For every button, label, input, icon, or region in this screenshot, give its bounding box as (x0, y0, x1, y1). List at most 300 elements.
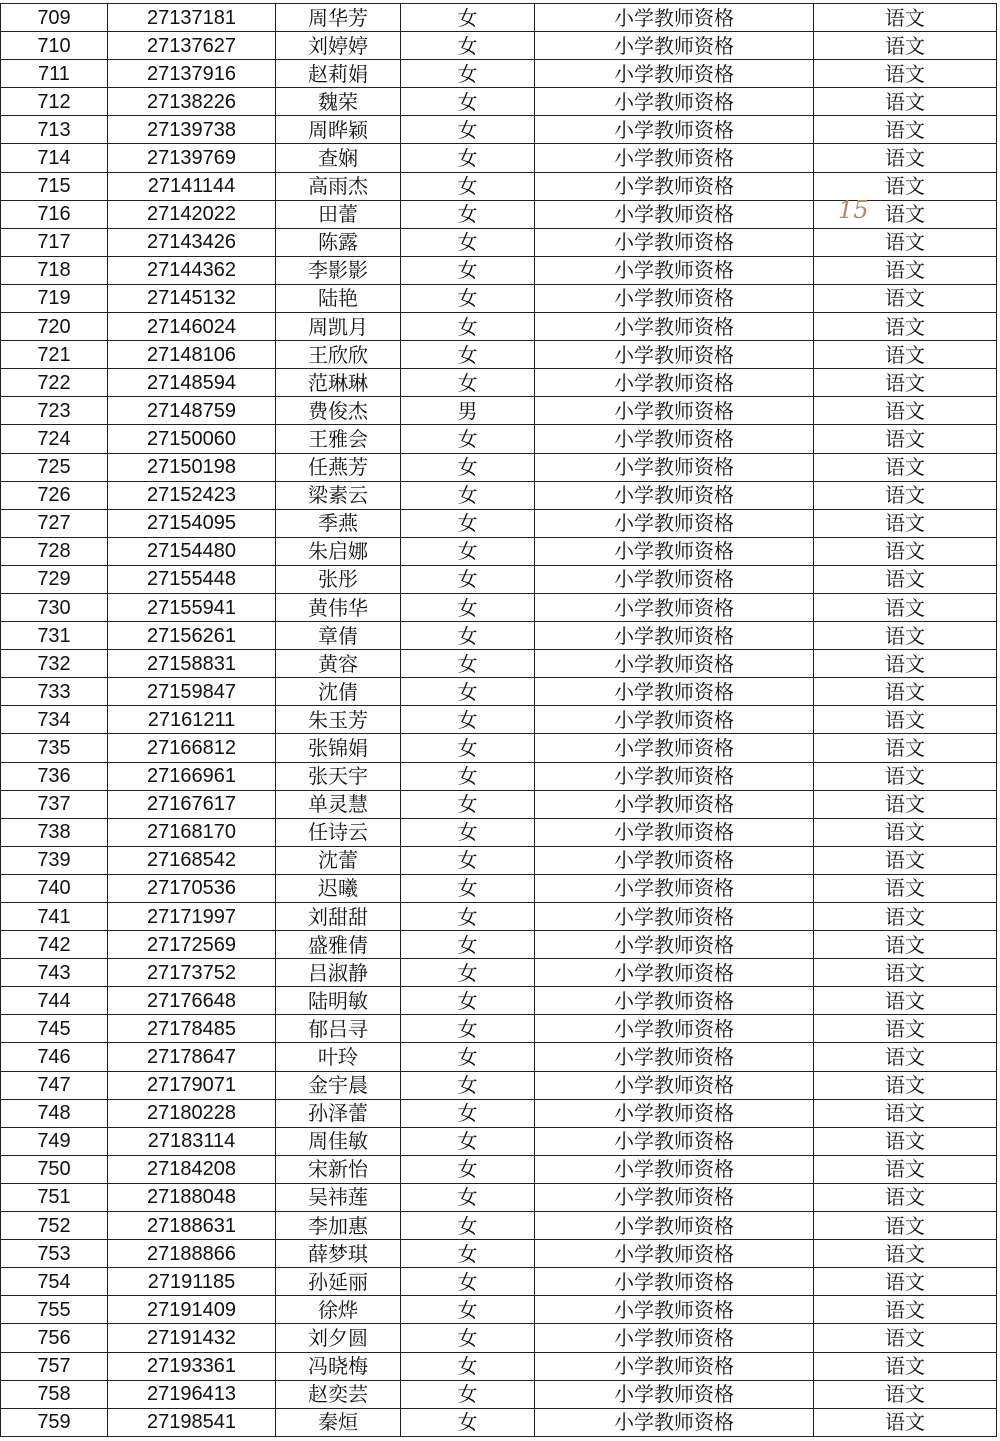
cell-index: 757 (1, 1352, 108, 1380)
cell-name: 魏荣 (276, 88, 401, 116)
cell-qualification: 小学教师资格 (535, 88, 814, 116)
table-row (1, 60, 997, 88)
cell-index: 733 (1, 678, 108, 706)
cell-qualification: 小学教师资格 (535, 622, 814, 650)
cell-candidate-id: 27154095 (108, 509, 276, 537)
cell-qualification: 小学教师资格 (535, 650, 814, 678)
cell-qualification: 小学教师资格 (535, 565, 814, 593)
cell-index: 713 (1, 116, 108, 144)
cell-name: 王雅会 (276, 425, 401, 453)
cell-index: 723 (1, 397, 108, 425)
cell-subject: 语文 (814, 1127, 997, 1155)
cell-name: 查娴 (276, 144, 401, 172)
cell-gender: 女 (401, 1408, 535, 1436)
cell-candidate-id: 27145132 (108, 284, 276, 312)
cell-index: 726 (1, 481, 108, 509)
table-row (1, 762, 997, 790)
table-row (1, 537, 997, 565)
table-row (1, 88, 997, 116)
table-row (1, 1212, 997, 1240)
cell-subject: 语文 (814, 1352, 997, 1380)
cell-index: 747 (1, 1071, 108, 1099)
table-row (1, 1380, 997, 1408)
cell-qualification: 小学教师资格 (535, 1408, 814, 1436)
cell-gender: 女 (401, 1127, 535, 1155)
cell-index: 716 (1, 200, 108, 228)
cell-gender: 女 (401, 1099, 535, 1127)
table-row (1, 1155, 997, 1183)
cell-name: 王欣欣 (276, 341, 401, 369)
cell-name: 任诗云 (276, 818, 401, 846)
cell-gender: 女 (401, 32, 535, 60)
table-row (1, 32, 997, 60)
cell-candidate-id: 27183114 (108, 1127, 276, 1155)
table-row (1, 650, 997, 678)
cell-qualification: 小学教师资格 (535, 1155, 814, 1183)
cell-gender: 女 (401, 481, 535, 509)
cell-name: 吴祎莲 (276, 1183, 401, 1211)
cell-name: 张锦娟 (276, 734, 401, 762)
cell-gender: 女 (401, 790, 535, 818)
cell-qualification: 小学教师资格 (535, 874, 814, 902)
cell-subject: 语文 (814, 509, 997, 537)
cell-gender: 女 (401, 200, 535, 228)
cell-subject: 语文 (814, 4, 997, 32)
cell-index: 742 (1, 931, 108, 959)
cell-name: 张天宇 (276, 762, 401, 790)
cell-candidate-id: 27150198 (108, 453, 276, 481)
cell-qualification: 小学教师资格 (535, 734, 814, 762)
cell-name: 朱启娜 (276, 537, 401, 565)
cell-name: 张彤 (276, 565, 401, 593)
cell-index: 752 (1, 1212, 108, 1240)
cell-subject: 语文 (814, 60, 997, 88)
cell-gender: 女 (401, 4, 535, 32)
cell-gender: 女 (401, 172, 535, 200)
table-row (1, 1127, 997, 1155)
cell-gender: 女 (401, 593, 535, 621)
cell-qualification: 小学教师资格 (535, 256, 814, 284)
table-row (1, 1408, 997, 1436)
cell-subject: 语文 (814, 565, 997, 593)
cell-subject: 语文 (814, 678, 997, 706)
cell-gender: 女 (401, 1380, 535, 1408)
cell-subject: 语文 (814, 1296, 997, 1324)
table-row (1, 593, 997, 621)
cell-qualification: 小学教师资格 (535, 818, 814, 846)
cell-subject: 语文 (814, 200, 997, 228)
cell-index: 738 (1, 818, 108, 846)
cell-name: 宋新怡 (276, 1155, 401, 1183)
cell-qualification: 小学教师资格 (535, 1183, 814, 1211)
cell-candidate-id: 27168170 (108, 818, 276, 846)
cell-candidate-id: 27180228 (108, 1099, 276, 1127)
cell-gender: 女 (401, 622, 535, 650)
cell-qualification: 小学教师资格 (535, 1127, 814, 1155)
table-row (1, 1268, 997, 1296)
table-row (1, 144, 997, 172)
cell-name: 季燕 (276, 509, 401, 537)
table-row (1, 228, 997, 256)
cell-subject: 语文 (814, 453, 997, 481)
cell-name: 单灵慧 (276, 790, 401, 818)
cell-gender: 女 (401, 987, 535, 1015)
cell-qualification: 小学教师资格 (535, 32, 814, 60)
cell-name: 周佳敏 (276, 1127, 401, 1155)
cell-index: 727 (1, 509, 108, 537)
cell-qualification: 小学教师资格 (535, 453, 814, 481)
roster-table (0, 3, 997, 1437)
cell-gender: 女 (401, 706, 535, 734)
cell-name: 陆明敏 (276, 987, 401, 1015)
cell-name: 黄伟华 (276, 593, 401, 621)
cell-subject: 语文 (814, 397, 997, 425)
cell-index: 753 (1, 1240, 108, 1268)
cell-candidate-id: 27148594 (108, 369, 276, 397)
cell-index: 735 (1, 734, 108, 762)
cell-candidate-id: 27138226 (108, 88, 276, 116)
cell-gender: 女 (401, 425, 535, 453)
cell-qualification: 小学教师资格 (535, 790, 814, 818)
cell-name: 金宇晨 (276, 1071, 401, 1099)
cell-candidate-id: 27191185 (108, 1268, 276, 1296)
table-row (1, 1071, 997, 1099)
table-row (1, 369, 997, 397)
cell-candidate-id: 27152423 (108, 481, 276, 509)
cell-index: 711 (1, 60, 108, 88)
cell-qualification: 小学教师资格 (535, 144, 814, 172)
cell-index: 737 (1, 790, 108, 818)
page-number-mark: 15 (838, 196, 869, 224)
cell-qualification: 小学教师资格 (535, 1212, 814, 1240)
cell-name: 陆艳 (276, 284, 401, 312)
cell-candidate-id: 27171997 (108, 903, 276, 931)
table-row (1, 931, 997, 959)
cell-name: 徐烨 (276, 1296, 401, 1324)
cell-qualification: 小学教师资格 (535, 200, 814, 228)
cell-subject: 语文 (814, 987, 997, 1015)
cell-qualification: 小学教师资格 (535, 1380, 814, 1408)
table-row (1, 509, 997, 537)
cell-subject: 语文 (814, 1099, 997, 1127)
cell-name: 郁吕寻 (276, 1015, 401, 1043)
cell-gender: 女 (401, 256, 535, 284)
cell-subject: 语文 (814, 903, 997, 931)
table-row (1, 734, 997, 762)
cell-index: 749 (1, 1127, 108, 1155)
cell-candidate-id: 27188631 (108, 1212, 276, 1240)
cell-candidate-id: 27146024 (108, 313, 276, 341)
cell-name: 盛雅倩 (276, 931, 401, 959)
cell-candidate-id: 27150060 (108, 425, 276, 453)
table-row (1, 987, 997, 1015)
table-row (1, 846, 997, 874)
cell-name: 薛梦琪 (276, 1240, 401, 1268)
cell-candidate-id: 27188866 (108, 1240, 276, 1268)
cell-index: 714 (1, 144, 108, 172)
cell-qualification: 小学教师资格 (535, 509, 814, 537)
cell-subject: 语文 (814, 284, 997, 312)
cell-index: 732 (1, 650, 108, 678)
cell-gender: 女 (401, 88, 535, 116)
cell-subject: 语文 (814, 341, 997, 369)
cell-index: 745 (1, 1015, 108, 1043)
cell-gender: 男 (401, 397, 535, 425)
cell-gender: 女 (401, 537, 535, 565)
cell-candidate-id: 27139738 (108, 116, 276, 144)
table-row (1, 172, 997, 200)
cell-qualification: 小学教师资格 (535, 1043, 814, 1071)
table-row (1, 397, 997, 425)
cell-name: 刘甜甜 (276, 903, 401, 931)
cell-index: 754 (1, 1268, 108, 1296)
cell-gender: 女 (401, 846, 535, 874)
cell-subject: 语文 (814, 959, 997, 987)
cell-index: 758 (1, 1380, 108, 1408)
cell-subject: 语文 (814, 1324, 997, 1352)
cell-name: 叶玲 (276, 1043, 401, 1071)
cell-subject: 语文 (814, 1212, 997, 1240)
cell-name: 孙延丽 (276, 1268, 401, 1296)
cell-qualification: 小学教师资格 (535, 397, 814, 425)
cell-index: 759 (1, 1408, 108, 1436)
cell-index: 743 (1, 959, 108, 987)
cell-name: 周晔颖 (276, 116, 401, 144)
cell-gender: 女 (401, 1324, 535, 1352)
cell-gender: 女 (401, 1240, 535, 1268)
cell-candidate-id: 27155941 (108, 593, 276, 621)
cell-index: 744 (1, 987, 108, 1015)
cell-candidate-id: 27178485 (108, 1015, 276, 1043)
cell-name: 孙泽蕾 (276, 1099, 401, 1127)
table-row (1, 341, 997, 369)
cell-candidate-id: 27144362 (108, 256, 276, 284)
cell-gender: 女 (401, 959, 535, 987)
cell-qualification: 小学教师资格 (535, 1015, 814, 1043)
cell-subject: 语文 (814, 1015, 997, 1043)
cell-subject: 语文 (814, 1240, 997, 1268)
cell-gender: 女 (401, 116, 535, 144)
table-row (1, 1324, 997, 1352)
table-row (1, 1240, 997, 1268)
cell-qualification: 小学教师资格 (535, 959, 814, 987)
table-row (1, 565, 997, 593)
cell-subject: 语文 (814, 1268, 997, 1296)
cell-candidate-id: 27170536 (108, 874, 276, 902)
roster-table-body (1, 4, 997, 1437)
cell-index: 722 (1, 369, 108, 397)
cell-name: 高雨杰 (276, 172, 401, 200)
table-row (1, 425, 997, 453)
cell-subject: 语文 (814, 172, 997, 200)
cell-index: 734 (1, 706, 108, 734)
cell-qualification: 小学教师资格 (535, 1324, 814, 1352)
cell-candidate-id: 27191409 (108, 1296, 276, 1324)
cell-name: 陈露 (276, 228, 401, 256)
cell-subject: 语文 (814, 706, 997, 734)
cell-gender: 女 (401, 762, 535, 790)
cell-candidate-id: 27159847 (108, 678, 276, 706)
cell-name: 费俊杰 (276, 397, 401, 425)
cell-name: 沈蕾 (276, 846, 401, 874)
cell-qualification: 小学教师资格 (535, 593, 814, 621)
table-row (1, 200, 997, 228)
cell-subject: 语文 (814, 650, 997, 678)
cell-gender: 女 (401, 453, 535, 481)
cell-gender: 女 (401, 1155, 535, 1183)
cell-subject: 语文 (814, 1183, 997, 1211)
cell-qualification: 小学教师资格 (535, 846, 814, 874)
cell-name: 赵莉娟 (276, 60, 401, 88)
cell-qualification: 小学教师资格 (535, 369, 814, 397)
cell-candidate-id: 27176648 (108, 987, 276, 1015)
table-row (1, 116, 997, 144)
cell-index: 731 (1, 622, 108, 650)
table-row (1, 453, 997, 481)
cell-index: 717 (1, 228, 108, 256)
cell-candidate-id: 27178647 (108, 1043, 276, 1071)
cell-candidate-id: 27139769 (108, 144, 276, 172)
cell-gender: 女 (401, 1183, 535, 1211)
table-row (1, 706, 997, 734)
cell-gender: 女 (401, 369, 535, 397)
cell-index: 720 (1, 313, 108, 341)
cell-name: 任燕芳 (276, 453, 401, 481)
cell-name: 章倩 (276, 622, 401, 650)
cell-name: 沈倩 (276, 678, 401, 706)
cell-name: 田蕾 (276, 200, 401, 228)
cell-index: 751 (1, 1183, 108, 1211)
cell-subject: 语文 (814, 874, 997, 902)
cell-candidate-id: 27184208 (108, 1155, 276, 1183)
table-row (1, 622, 997, 650)
cell-name: 刘夕圆 (276, 1324, 401, 1352)
cell-qualification: 小学教师资格 (535, 903, 814, 931)
cell-qualification: 小学教师资格 (535, 1352, 814, 1380)
cell-index: 719 (1, 284, 108, 312)
cell-qualification: 小学教师资格 (535, 284, 814, 312)
cell-candidate-id: 27191432 (108, 1324, 276, 1352)
cell-index: 725 (1, 453, 108, 481)
table-row (1, 1099, 997, 1127)
cell-name: 冯晓梅 (276, 1352, 401, 1380)
cell-index: 740 (1, 874, 108, 902)
cell-gender: 女 (401, 228, 535, 256)
cell-name: 吕淑静 (276, 959, 401, 987)
cell-gender: 女 (401, 313, 535, 341)
cell-subject: 语文 (814, 369, 997, 397)
table-row (1, 256, 997, 284)
cell-index: 730 (1, 593, 108, 621)
cell-index: 728 (1, 537, 108, 565)
cell-qualification: 小学教师资格 (535, 1071, 814, 1099)
cell-subject: 语文 (814, 425, 997, 453)
cell-index: 729 (1, 565, 108, 593)
cell-index: 739 (1, 846, 108, 874)
cell-candidate-id: 27168542 (108, 846, 276, 874)
cell-gender: 女 (401, 874, 535, 902)
cell-qualification: 小学教师资格 (535, 931, 814, 959)
table-row (1, 481, 997, 509)
cell-index: 748 (1, 1099, 108, 1127)
cell-index: 755 (1, 1296, 108, 1324)
cell-subject: 语文 (814, 1155, 997, 1183)
cell-gender: 女 (401, 1212, 535, 1240)
cell-name: 李影影 (276, 256, 401, 284)
roster-sheet (0, 3, 996, 1437)
cell-index: 721 (1, 341, 108, 369)
cell-name: 周华芳 (276, 4, 401, 32)
cell-index: 741 (1, 903, 108, 931)
cell-qualification: 小学教师资格 (535, 1240, 814, 1268)
cell-qualification: 小学教师资格 (535, 313, 814, 341)
cell-subject: 语文 (814, 593, 997, 621)
cell-subject: 语文 (814, 537, 997, 565)
cell-qualification: 小学教师资格 (535, 987, 814, 1015)
cell-qualification: 小学教师资格 (535, 706, 814, 734)
table-row (1, 903, 997, 931)
cell-gender: 女 (401, 818, 535, 846)
cell-gender: 女 (401, 341, 535, 369)
cell-gender: 女 (401, 1296, 535, 1324)
cell-candidate-id: 27166812 (108, 734, 276, 762)
cell-candidate-id: 27158831 (108, 650, 276, 678)
cell-candidate-id: 27154480 (108, 537, 276, 565)
cell-name: 梁素云 (276, 481, 401, 509)
table-row (1, 313, 997, 341)
cell-index: 718 (1, 256, 108, 284)
cell-subject: 语文 (814, 88, 997, 116)
cell-qualification: 小学教师资格 (535, 537, 814, 565)
cell-candidate-id: 27179071 (108, 1071, 276, 1099)
cell-qualification: 小学教师资格 (535, 1296, 814, 1324)
cell-candidate-id: 27148106 (108, 341, 276, 369)
cell-gender: 女 (401, 734, 535, 762)
cell-name: 迟曦 (276, 874, 401, 902)
cell-subject: 语文 (814, 313, 997, 341)
cell-candidate-id: 27188048 (108, 1183, 276, 1211)
cell-candidate-id: 27148759 (108, 397, 276, 425)
cell-qualification: 小学教师资格 (535, 172, 814, 200)
table-row (1, 1015, 997, 1043)
cell-name: 朱玉芳 (276, 706, 401, 734)
cell-gender: 女 (401, 1352, 535, 1380)
cell-gender: 女 (401, 60, 535, 88)
cell-subject: 语文 (814, 790, 997, 818)
cell-subject: 语文 (814, 734, 997, 762)
cell-qualification: 小学教师资格 (535, 116, 814, 144)
cell-index: 724 (1, 425, 108, 453)
cell-subject: 语文 (814, 1043, 997, 1071)
cell-gender: 女 (401, 284, 535, 312)
cell-gender: 女 (401, 650, 535, 678)
cell-name: 刘婷婷 (276, 32, 401, 60)
cell-subject: 语文 (814, 1071, 997, 1099)
cell-candidate-id: 27137916 (108, 60, 276, 88)
table-row (1, 959, 997, 987)
cell-subject: 语文 (814, 622, 997, 650)
cell-candidate-id: 27142022 (108, 200, 276, 228)
cell-candidate-id: 27173752 (108, 959, 276, 987)
cell-index: 709 (1, 4, 108, 32)
cell-gender: 女 (401, 565, 535, 593)
cell-gender: 女 (401, 678, 535, 706)
cell-subject: 语文 (814, 1408, 997, 1436)
cell-candidate-id: 27196413 (108, 1380, 276, 1408)
cell-index: 715 (1, 172, 108, 200)
cell-subject: 语文 (814, 762, 997, 790)
cell-qualification: 小学教师资格 (535, 425, 814, 453)
